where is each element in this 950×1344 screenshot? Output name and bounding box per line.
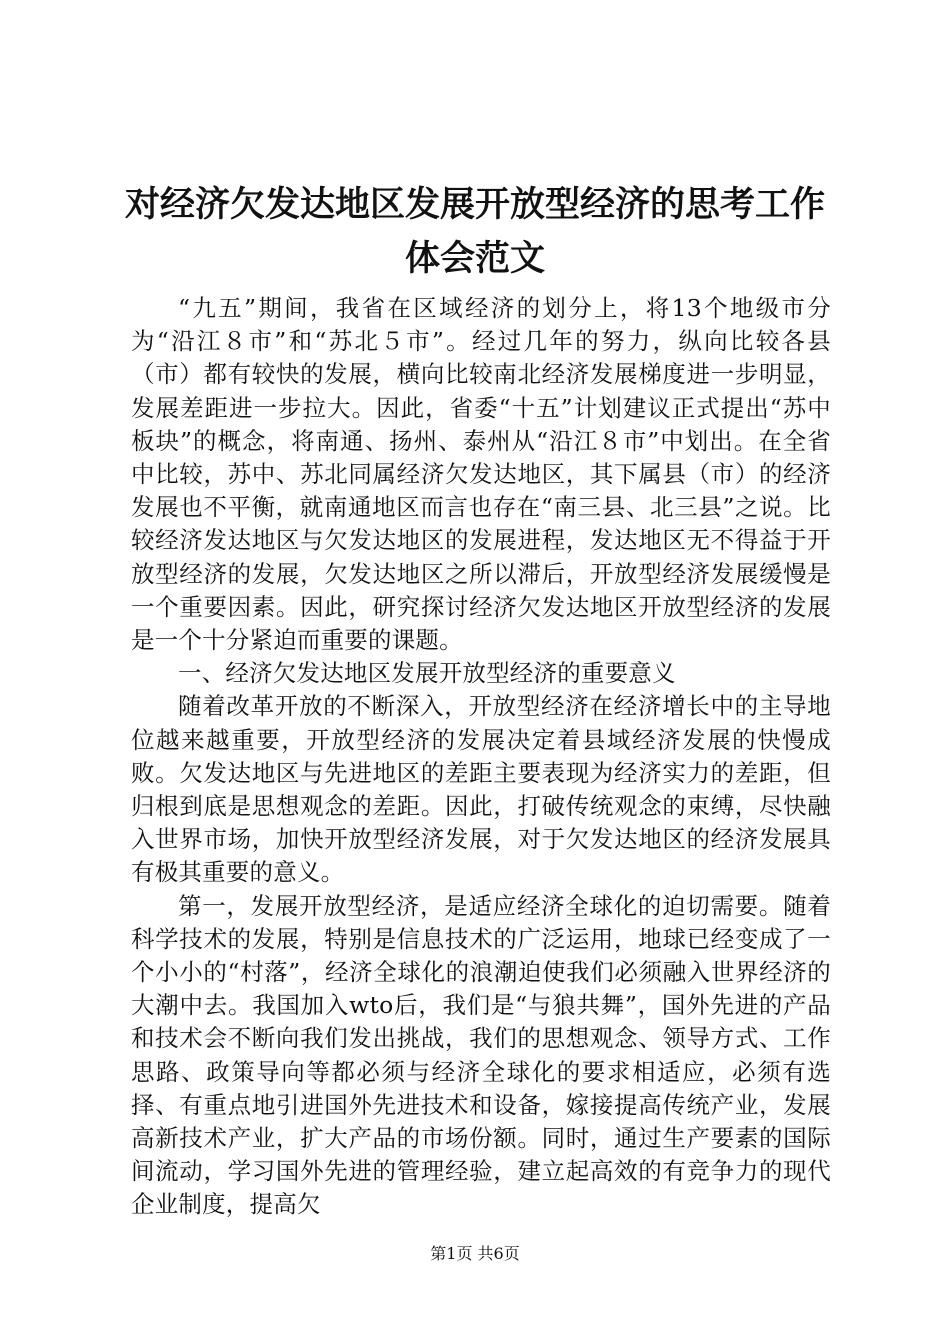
- paragraph-significance: 随着改革开放的不断深入，开放型经济在经济增长中的主导地位越来越重要，开放型经济的发展决定着县域经济发展的快慢成败。欠发达地区与先进地区的差距主要表现为经济实力的差距，但归根到底是思想观念的差距。因此，打破传统观念的束缚，尽快融入世界市场，加快开放型经济发展，对于欠发达地区的经济发展具有极其重要的意义。: [131, 692, 831, 887]
- document-body: [131, 292, 831, 1222]
- page-number-footer: 第1页 共6页: [430, 1244, 520, 1263]
- document-title: 对经济欠发达地区发展开放型经济的思考工作体会范文: [124, 184, 825, 279]
- paragraph-first-point: 第一，发展开放型经济，是适应经济全球化的迫切需要。随着科学技术的发展，特别是信息技术的广泛运用，地球已经变成了一个小小的“村落”，经济全球化的浪潮迫使我们必须融入世界经济的大潮中去。我国加入wto后，我们是“与狼共舞”，国外先进的产品和技术会不断向我们发出挑战，我们的思想观念、领导方式、工作思路、政策导向等都必须与经济全球化的要求相适应，必须有选择、有重点地引进国外先进技术和设备，嫁接提高传统产业，发展高新技术产业，扩大产品的市场份额。同时，通过生产要素的国际间流动，学习国外先进的管理经验，建立起高效的有竞争力的现代企业制度，提高欠: [131, 891, 831, 1219]
- section-heading: 一、经济欠发达地区发展开放型经济的重要意义: [178, 659, 676, 688]
- paragraph-intro: “九五”期间，我省在区域经济的划分上，将13个地级市分为“沿江８市”和“苏北５市”。经过几年的努力，纵向比较各县（市）都有较快的发展，横向比较南北经济发展梯度进一步明显，发展差距进一步拉大。因此，省委“十五”计划建议正式提出“苏中板块”的概念，将南通、扬州、泰州从“沿江８市”中划出。在全省中比较，苏中、苏北同属经济欠发达地区，其下属县（市）的经济发展也不平衡，就南通地区而言也存在“南三县、北三县”之说。比较经济发达地区与欠发达地区的发展进程，发达地区无不得益于开放型经济的发展，欠发达地区之所以滞后，开放型经济发展缓慢是一个重要因素。因此，研究探讨经济欠发达地区开放型经济的发展是一个十分紧迫而重要的课题。: [131, 294, 831, 655]
